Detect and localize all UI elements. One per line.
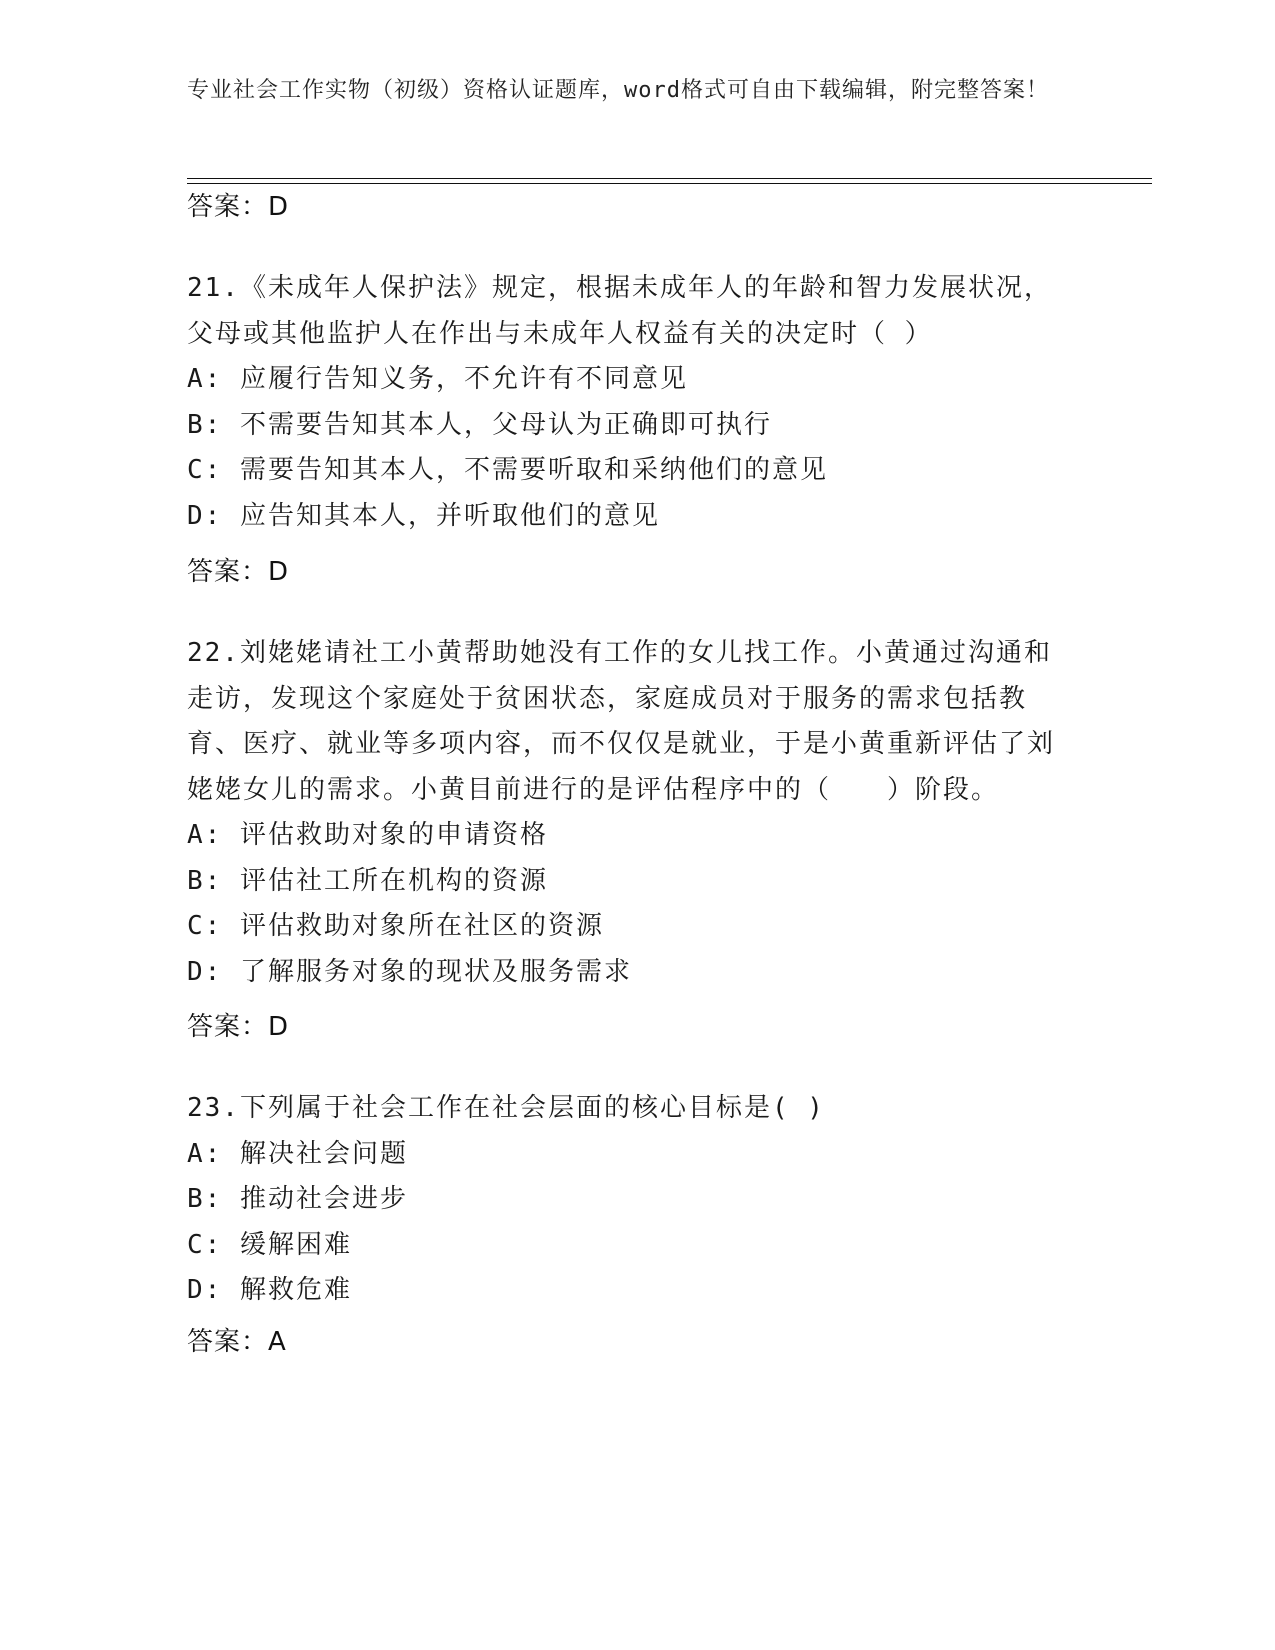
question-22: [187, 631, 1077, 995]
answer-22: 答案：D: [187, 1012, 290, 1042]
option-b: B: 不需要告知其本人，父母认为正确即可执行: [187, 409, 772, 440]
option-b: B: 评估社工所在机构的资源: [187, 865, 548, 896]
header-rule-top: [187, 178, 1152, 179]
option-d: D: 了解服务对象的现状及服务需求: [187, 956, 632, 987]
option-a: A: 应履行告知义务，不允许有不同意见: [187, 364, 688, 394]
option-c: C: 评估救助对象所在社区的资源: [187, 911, 604, 941]
option-a: A: 解决社会问题: [187, 1138, 408, 1169]
option-d: D: 应告知其本人，并听取他们的意见: [187, 500, 660, 531]
option-c: C: 需要告知其本人，不需要听取和采纳他们的意见: [187, 455, 828, 485]
question-23: [187, 1086, 1077, 1314]
question-stem: 22.刘姥姥请社工小黄帮助她没有工作的女儿找工作。小黄通过沟通和走访，发现这个家庭处于贫困状态，家庭成员对于服务的需求包括教育、医疗、就业等多项内容，而不仅仅是就业，于是小黄重新评估了刘姥姥女儿的需求。小黄目前进行的是评估程序中的（ ）阶段。: [187, 638, 1056, 805]
answer-prev: 答案：D: [187, 192, 290, 222]
option-d: D: 解救危难: [187, 1275, 352, 1305]
answer-23: 答案：A: [187, 1327, 287, 1357]
question-21: [187, 266, 1077, 539]
header-rule-bottom: [187, 183, 1152, 184]
option-b: B: 推动社会进步: [187, 1184, 408, 1214]
answer-21: 答案：D: [187, 557, 290, 587]
option-c: C: 缓解困难: [187, 1229, 352, 1260]
question-stem: 23.下列属于社会工作在社会层面的核心目标是( ): [187, 1093, 825, 1123]
document-header: 专业社会工作实物（初级）资格认证题库，word格式可自由下载编辑，附完整答案！: [187, 78, 1049, 103]
question-stem: 21.《未成年人保护法》规定，根据未成年人的年龄和智力发展状况，父母或其他监护人在作出与未成年人权益有关的决定时（ ）: [187, 273, 1052, 349]
option-a: A: 评估救助对象的申请资格: [187, 820, 548, 850]
